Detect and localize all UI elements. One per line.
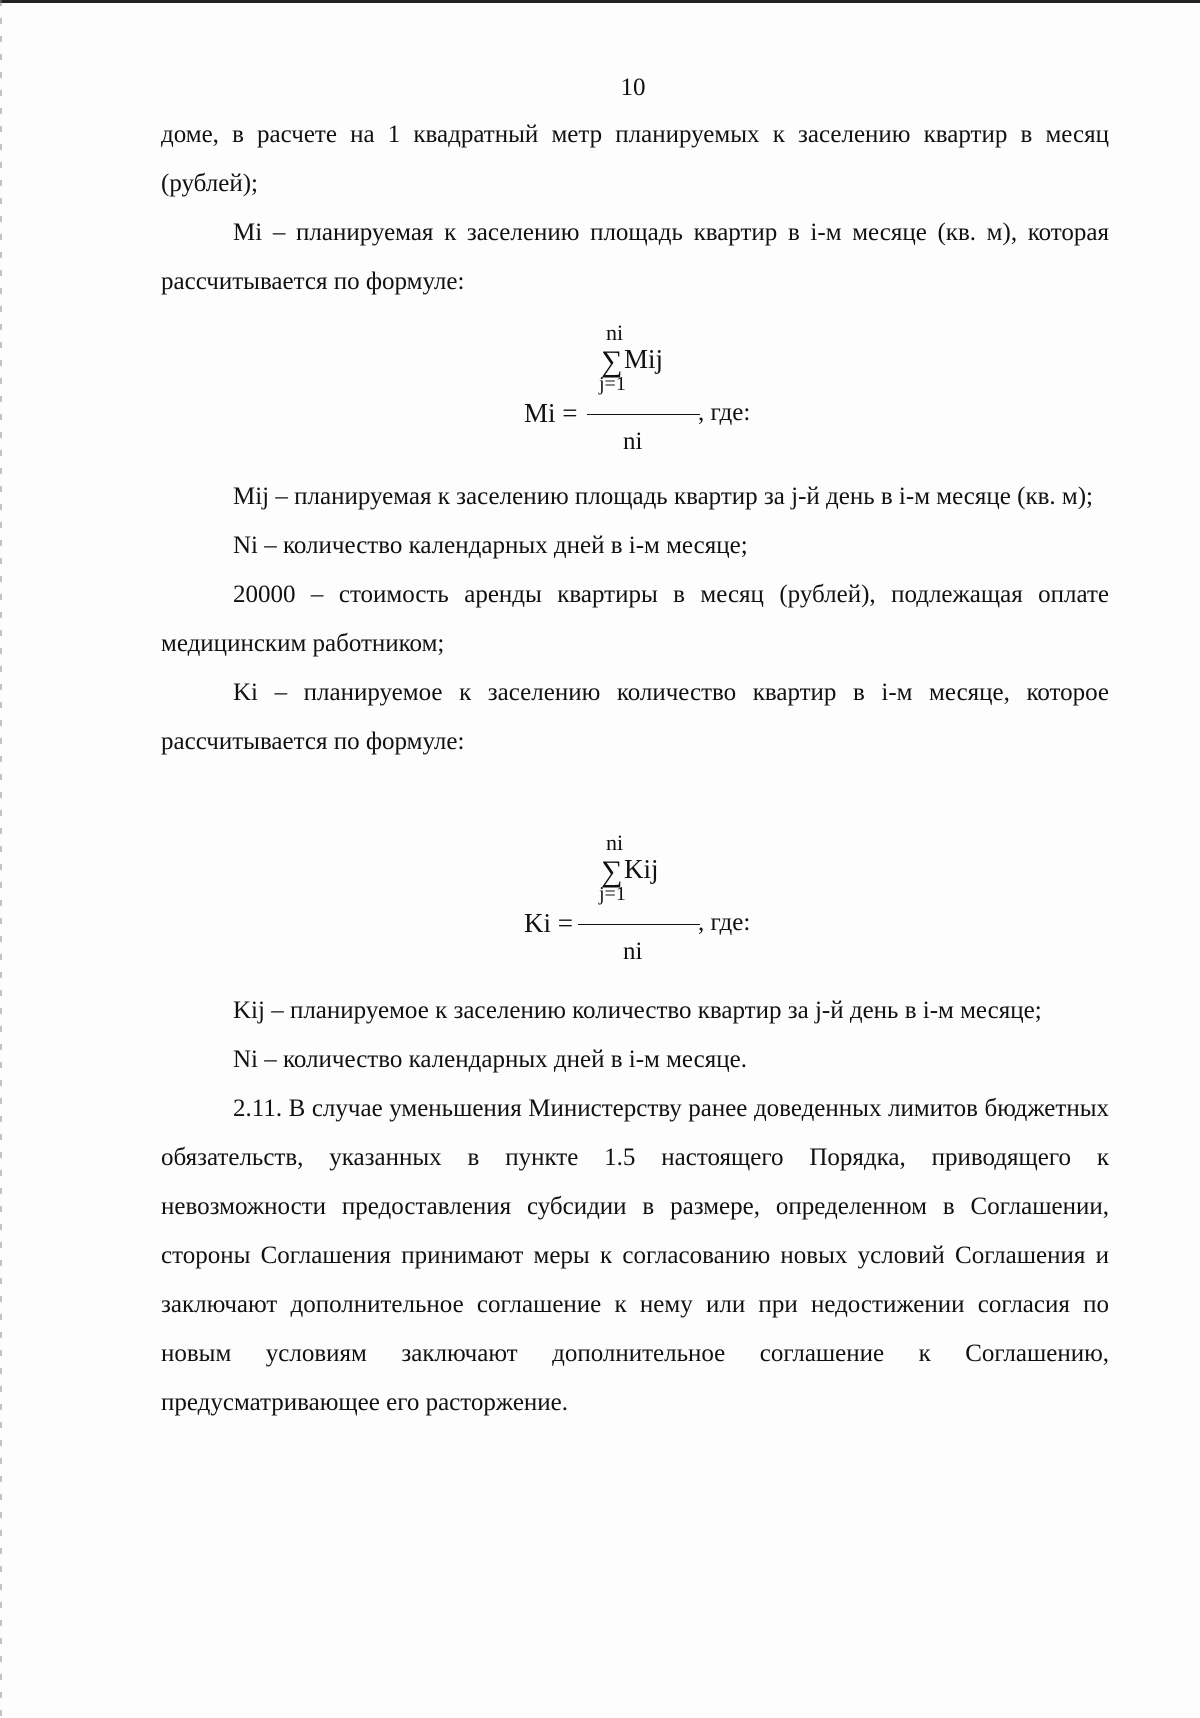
- formula-upper-limit: ni: [606, 830, 624, 855]
- paragraph-kij-definition: Kij – планируемое к заселению количество квартир за j-й день в i-м месяце;: [233, 997, 1042, 1024]
- paragraph-ni-definition-2: Ni – количество календарных дней в i-м месяце.: [233, 1046, 747, 1073]
- formula-upper-limit: ni: [606, 320, 624, 345]
- paragraph-clause-2-11: 2.11. В случае уменьшения Министерству ранее доведенных лимитов бюджетных обязательств, указанных в пункте 1.5 настоящего Порядка, приводящего к невозможности предоставления субсидии в размере, определенном в Соглашении, стороны Соглашения принимают меры к согласованию новых условий Соглашения и заключают дополнительное соглашение к нему или при недостижении согласия по новым условиям заключают дополнительное соглашение к Соглашению, предусматривающее его расторжение.: [161, 1095, 1109, 1416]
- paragraph-mij-definition: Mij – планируемая к заселению площадь квартир за j-й день в i-м месяце (кв. м);: [233, 483, 1093, 510]
- fraction-bar: [578, 924, 700, 925]
- scan-edge-left: [0, 0, 2, 1718]
- text-block-b: [161, 472, 1109, 766]
- formula-tail: , где:: [698, 909, 751, 936]
- formula-ki: [520, 830, 880, 970]
- paragraph-ki-definition: Ki – планируемое к заселению количество квартир в i-м месяце, которое рассчитывается по формуле:: [161, 679, 1109, 755]
- text-block-c: [161, 986, 1109, 1427]
- formula-denominator: ni: [623, 428, 643, 455]
- fraction-bar: [587, 414, 700, 415]
- scan-edge-top: [0, 0, 1200, 3]
- page-number: 10: [620, 74, 646, 101]
- sigma-symbol: ∑: [601, 855, 623, 888]
- text-block-a: [161, 110, 1109, 306]
- formula-lower-limit: j=1: [599, 373, 626, 395]
- formula-summand: Kij: [624, 854, 659, 884]
- paragraph-mi-definition: Mi – планируемая к заселению площадь квартир в i-м месяце (кв. м), которая рассчитывается по формуле:: [161, 219, 1109, 295]
- paragraph-rent-definition: 20000 – стоимость аренды квартиры в месяц (рублей), подлежащая оплате медицинским работником;: [161, 581, 1109, 657]
- formula-summand: Mij: [624, 344, 664, 374]
- formula-tail: , где:: [698, 399, 751, 426]
- formula-denominator: ni: [623, 938, 643, 965]
- paragraph-ni-definition: Ni – количество календарных дней в i-м месяце;: [233, 532, 748, 559]
- formula-lhs: Ki =: [524, 908, 573, 938]
- formula-mi: [520, 320, 880, 460]
- formula-lower-limit: j=1: [599, 883, 626, 905]
- sigma-symbol: ∑: [601, 345, 623, 378]
- formula-lhs: Mi =: [524, 398, 578, 428]
- paragraph-continuation: доме, в расчете на 1 квадратный метр планируемых к заселению квартир в месяц (рублей);: [161, 121, 1109, 197]
